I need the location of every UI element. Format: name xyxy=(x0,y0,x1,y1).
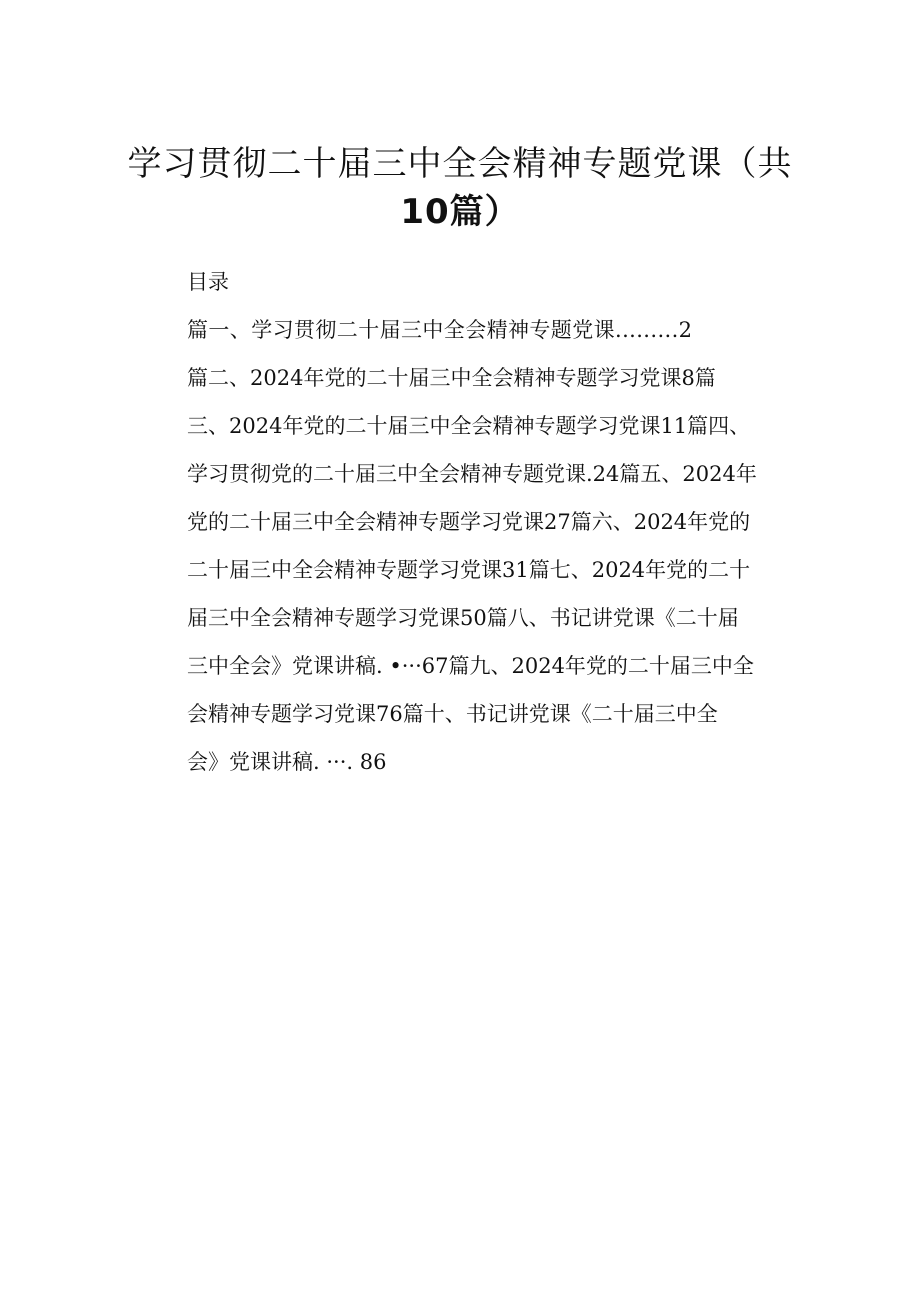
toc-line: 会》党课讲稿. ···. 86 xyxy=(187,750,387,774)
toc-line: 学习贯彻党的二十届三中全会精神专题党课.24篇五、2024年 xyxy=(187,462,757,486)
document-title xyxy=(120,140,800,236)
table-of-contents xyxy=(187,258,797,786)
toc-line: 篇一、学习贯彻二十届三中全会精神专题党课.........2 xyxy=(187,318,693,342)
toc-line: 篇二、2024年党的二十届三中全会精神专题学习党课8篇 xyxy=(187,366,716,390)
toc-line: 党的二十届三中全会精神专题学习党课27篇六、2024年党的 xyxy=(187,510,751,534)
toc-line: 届三中全会精神专题学习党课50篇八、书记讲党课《二十届 xyxy=(187,606,739,630)
toc-line: 三中全会》党课讲稿. •···67篇九、2024年党的二十届三中全 xyxy=(187,654,754,678)
title-line-2: 10篇） xyxy=(400,192,520,232)
toc-line: 会精神专题学习党课76篇十、书记讲党课《二十届三中全 xyxy=(187,702,718,726)
toc-line: 三、2024年党的二十届三中全会精神专题学习党课11篇四、 xyxy=(187,414,751,438)
toc-heading: 目录 xyxy=(187,270,229,294)
toc-line: 二十届三中全会精神专题学习党课31篇七、2024年党的二十 xyxy=(187,558,751,582)
title-line-1: 学习贯彻二十届三中全会精神专题党课（共 xyxy=(127,144,793,184)
